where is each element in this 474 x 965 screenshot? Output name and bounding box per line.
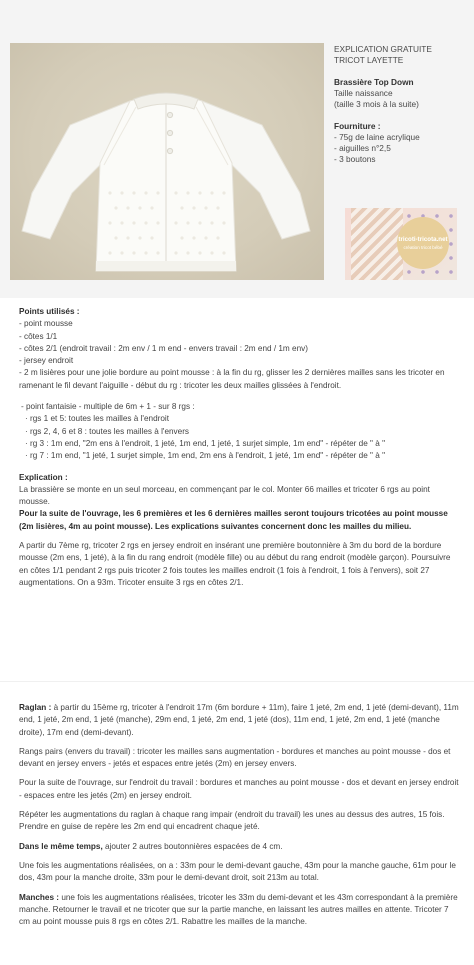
point-item: ramenant le fil devant l'aiguille - début du rg : tricoter les deux mailles glissées à l'endroit. <box>19 380 342 390</box>
explication-p1: La brassière se monte en un seul morceau, en commençant par le col. Monter 66 mailles et tricoter 6 rgs au point mousse. <box>19 484 430 507</box>
explication-p2: A partir du 7ème rg, tricoter 2 rgs en jersey endroit en insérant une première boutonnière à 3m du bord de la bordure mousse (2m ens, 1 jeté), à la fin du rang endroit (modèle fille) ou au début du rang endroit (modèle garçon). Poursuivre en côtes 1/1 pendant 2 rgs puis tricoter 2 fois toutes les mailles endroit (1 fois à l'endroit, 1 fois à l'envers), soit 27 augmentations. On a 93m. Tricoter ensuite 3 rgs en côtes 2/1. <box>19 541 451 587</box>
repeat-paragraph: Répéter les augmentations du raglan à chaque rang impair (endroit du travail) les unes au dessus des autres, 15 fois. Prendre en guise de repère les 2m end qui encadrent chaque jeté. <box>19 810 445 832</box>
totals-paragraph: Une fois les augmentations réalisées, on a : 33m pour le demi-devant gauche, 43m pour la manche gauche, 61m pour le dos, 43m pour la manche droite, 33m pour le demi-devant droit, soit 213m au total. <box>19 860 456 883</box>
point-item: - 2 m lisières pour une jolie bordure au point mousse : à la fin du rg, glisser les 2 dernières mailles sans les tricoter en <box>19 368 445 378</box>
section-divider <box>0 681 474 682</box>
supply-item: - aiguilles n°2,5 <box>334 143 391 153</box>
instructions-part-2 <box>19 702 459 935</box>
explication-title: Explication : <box>19 472 68 482</box>
same-time-label: Dans le même temps, <box>19 841 103 851</box>
header-line-2: TRICOT LAYETTE <box>334 55 404 65</box>
fancy-row: · rg 7 : 1m end, "1 jeté, 1 surjet simple, 1m end, 2m ens à l'endroit, 1 jeté, 1m end" - répéter de " à " <box>25 451 385 461</box>
right-side-paragraph: Pour la suite de l'ouvrage, sur l'endroit du travail : bordures et manches au point mousse - dos et devant en jersey endroit - espaces entre les jetés (2m) en jersey endroit. <box>19 778 459 800</box>
size-line-2: (taille 3 mois à la suite) <box>334 99 419 109</box>
explication-note: Pour la suite de l'ouvrage, les 6 premières et les 6 dernières mailles seront toujours tricotées au point mousse (2m lisières, 4m au point mousse). Les explications suivantes concernent donc les mailles du milieu. <box>19 509 448 531</box>
same-time-text: ajouter 2 autres boutonnières espacées de 4 cm. <box>102 841 283 851</box>
logo-site-name: tricoti-tricota.net <box>398 236 448 243</box>
pattern-title: Brassière Top Down <box>334 77 414 87</box>
fancy-row: · rg 3 : 1m end, "2m ens à l'endroit, 1 jeté, 1m end, 1 jeté, 1 surjet simple, 1m end" - répéter de " à " <box>25 438 385 448</box>
sleeves-text: une fois les augmentations réalisées, tricoter les 33m du demi-devant et les 43m correspondant à la première manche. Retourner le travail et ne tricoter que sur la partie manche, en laissant les autres mailles en attente. Tricoter 7 cm au point mousse puis 8 rgs en côtes 2/1. Rabattre les mailles de la manche. <box>19 892 458 927</box>
logo-badge <box>397 217 449 269</box>
same-time-paragraph <box>19 841 459 853</box>
points-title: Points utilisés : <box>19 307 80 316</box>
sleeves-paragraph <box>19 892 459 929</box>
sleeves-label: Manches : <box>19 892 60 902</box>
point-item: - côtes 1/1 <box>19 331 58 341</box>
header-section <box>0 0 474 298</box>
cardigan-photo <box>10 43 324 280</box>
even-rows-paragraph: Rangs pairs (envers du travail) : tricoter les mailles sans augmentation - bordures et manches au point mousse - dos et devant en jersey envers - jetés et espaces entre jetés (2m) en jersey envers. <box>19 746 451 769</box>
fancy-stitch-list <box>19 413 459 462</box>
baby-cardigan-illustration <box>10 43 324 280</box>
fancy-row: · rgs 2, 4, 6 et 8 : toutes les mailles à l'envers <box>25 426 190 436</box>
point-item: - point mousse <box>19 319 73 329</box>
point-item: - jersey endroit <box>19 356 74 366</box>
pattern-info <box>334 44 470 165</box>
raglan-text: à partir du 15ème rg, tricoter à l'endroit 17m (6m bordure + 11m), faire 1 jeté, 2m end, 1 jeté (demi-devant), 11m end, 1 jeté, 2m end, 1 jeté (manche), 29m end, 1 jeté, 2m end, 1 jeté (dos), 11m end, 1 jeté, 2m end, 1 jeté (manche droite), 17m end (demi-devant). <box>19 703 459 737</box>
fancy-stitch-title: - point fantaisie - multiple de 6m + 1 - sur 8 rgs : <box>21 402 195 412</box>
supplies-list <box>334 132 470 165</box>
raglan-label: Raglan : <box>19 703 52 712</box>
site-logo[interactable] <box>345 208 457 280</box>
supplies-title: Fourniture : <box>334 121 381 131</box>
fancy-row: · rgs 1 et 5: toutes les mailles à l'endroit <box>25 414 170 424</box>
supply-item: - 75g de laine acrylique <box>334 132 420 142</box>
instructions-part-1 <box>19 306 459 589</box>
logo-tagline: création tricot bébé <box>403 245 443 250</box>
points-list <box>19 318 459 392</box>
size-line-1: Taille naissance <box>334 88 393 98</box>
raglan-paragraph <box>19 702 459 739</box>
point-item: - côtes 2/1 (endroit travail : 2m env / 1 m end - envers travail : 2m end / 1m env) <box>19 343 308 353</box>
supply-item: - 3 boutons <box>334 154 376 164</box>
header-line-1: EXPLICATION GRATUITE <box>334 44 432 54</box>
